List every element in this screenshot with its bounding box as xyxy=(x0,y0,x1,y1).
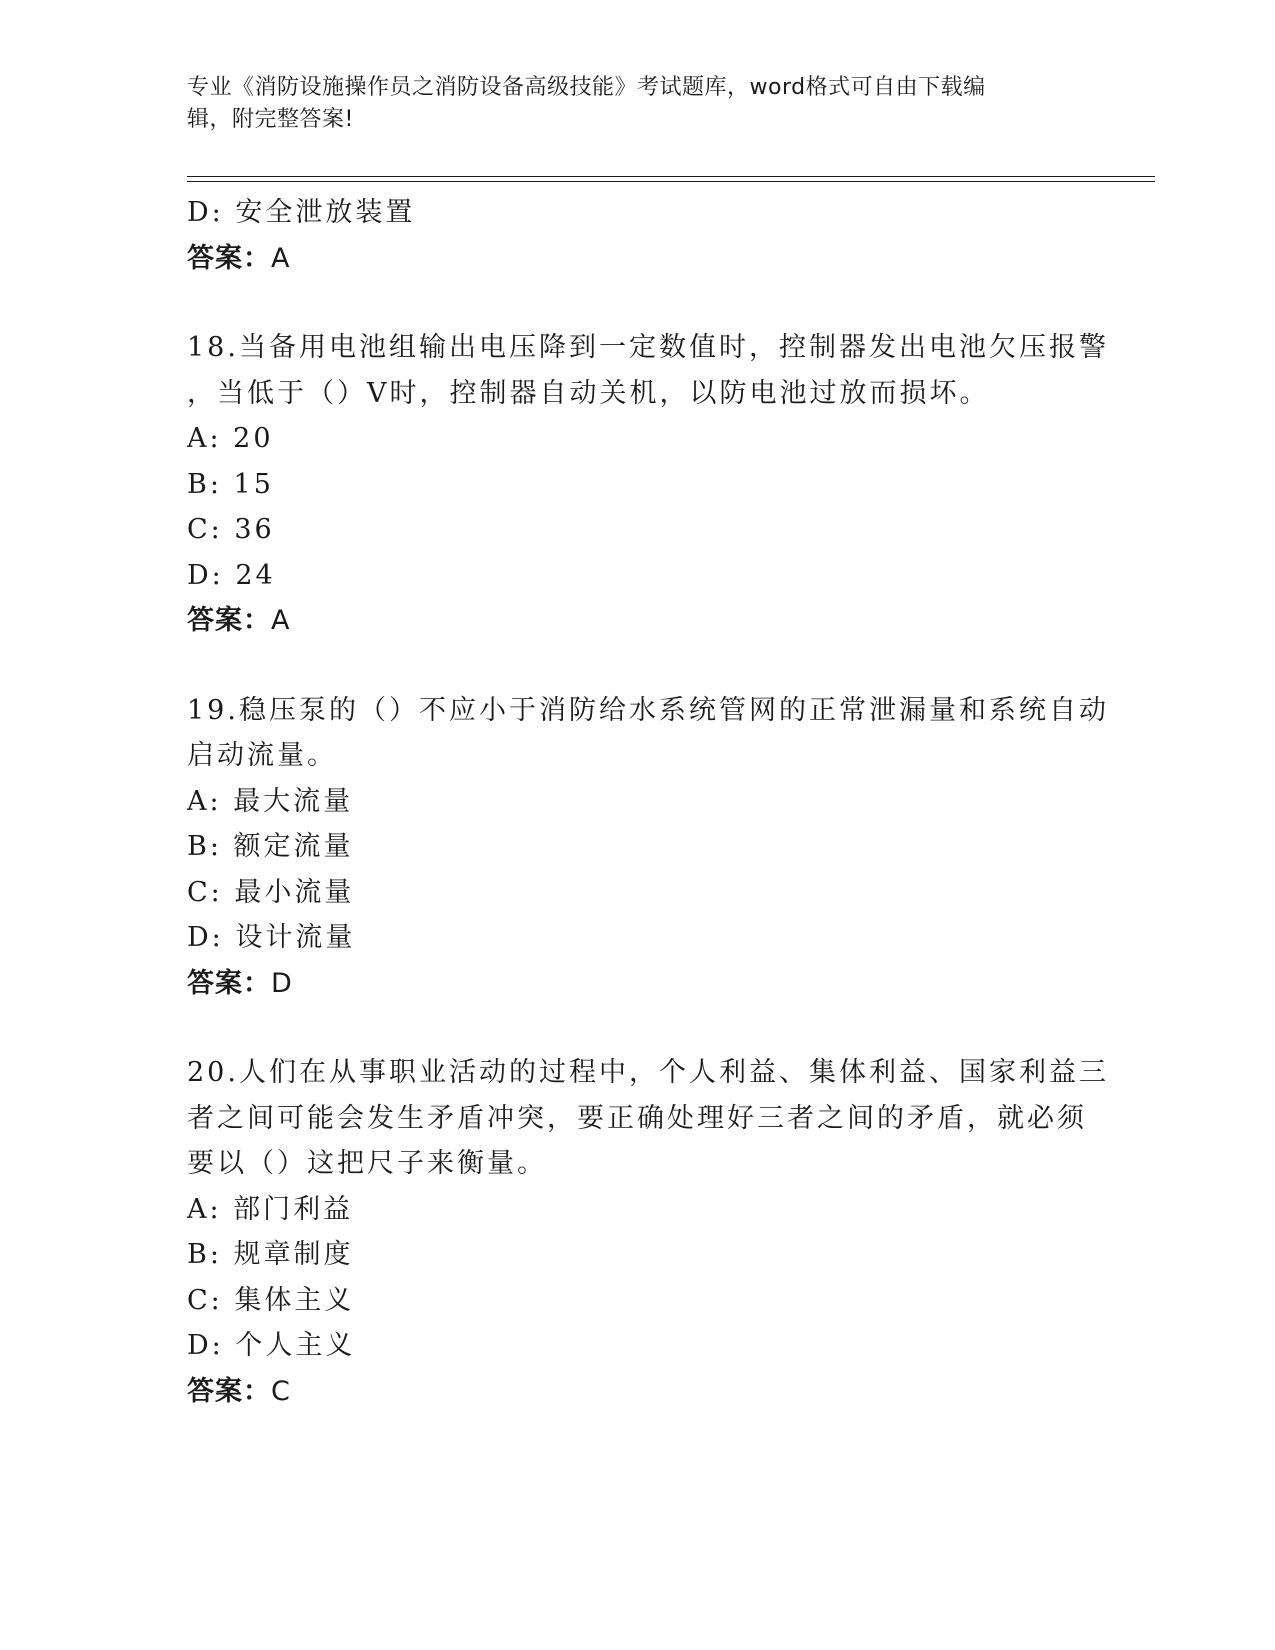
question-line: 18.当备用电池组输出电压降到一定数值时，控制器发出电池欠压报警 xyxy=(187,332,1109,363)
header-line-2: 辑，附完整答案! xyxy=(187,107,354,132)
question-19-option-b: B: 额定流量 xyxy=(187,831,354,862)
header-line-1: 专业《消防设施操作员之消防设备高级技能》考试题库，word格式可自由下载编 xyxy=(187,75,986,100)
prev-answer xyxy=(187,236,1087,282)
answer-value: C xyxy=(271,1375,291,1407)
answer-label: 答案： xyxy=(187,242,271,274)
question-line: 者之间可能会发生矛盾冲突，要正确处理好三者之间的矛盾，就必须 xyxy=(187,1102,1087,1134)
question-19-option-a: A: 最大流量 xyxy=(187,785,354,817)
question-line: 启动流量。 xyxy=(187,740,337,771)
answer-label: 答案： xyxy=(187,967,271,999)
page-header xyxy=(187,72,1067,136)
header-rule-top xyxy=(187,176,1155,177)
question-19-text xyxy=(187,688,1109,779)
question-20-option-c: C: 集体主义 xyxy=(187,1284,355,1316)
answer-value: A xyxy=(271,605,291,636)
question-line: 要以（）这把尺子来衡量。 xyxy=(187,1148,547,1179)
question-20-option-a: A: 部门利益 xyxy=(187,1193,354,1225)
prev-option-d: D: 安全泄放装置 xyxy=(187,197,416,228)
question-line: ，当低于（）V时，控制器自动关机，以防电池过放而损坏。 xyxy=(187,377,990,409)
question-20-option-d: D: 个人主义 xyxy=(187,1330,356,1361)
question-19-answer xyxy=(187,961,1087,1007)
question-20-answer xyxy=(187,1369,1087,1415)
question-18-option-b: B: 15 xyxy=(187,468,274,500)
question-18-answer xyxy=(187,598,1087,644)
question-18-option-a: A: 20 xyxy=(187,423,274,454)
question-20-text xyxy=(187,1050,1109,1187)
question-18-option-c: C: 36 xyxy=(187,514,275,545)
answer-label: 答案： xyxy=(187,1375,271,1407)
question-19-option-d: D: 设计流量 xyxy=(187,922,356,953)
answer-value: A xyxy=(271,242,291,274)
question-line: 19.稳压泵的（）不应小于消防给水系统管网的正常泄漏量和系统自动 xyxy=(187,694,1109,726)
question-19-option-c: C: 最小流量 xyxy=(187,876,355,908)
answer-label: 答案： xyxy=(187,605,271,636)
question-line: 20.人们在从事职业活动的过程中，个人利益、集体利益、国家利益三 xyxy=(187,1057,1109,1088)
question-18-option-d: D: 24 xyxy=(187,559,276,591)
question-20-option-b: B: 规章制度 xyxy=(187,1239,354,1270)
header-rule-bottom xyxy=(187,181,1155,182)
question-content xyxy=(187,190,1109,1414)
answer-value: D xyxy=(271,967,293,999)
question-18-text xyxy=(187,325,1109,416)
